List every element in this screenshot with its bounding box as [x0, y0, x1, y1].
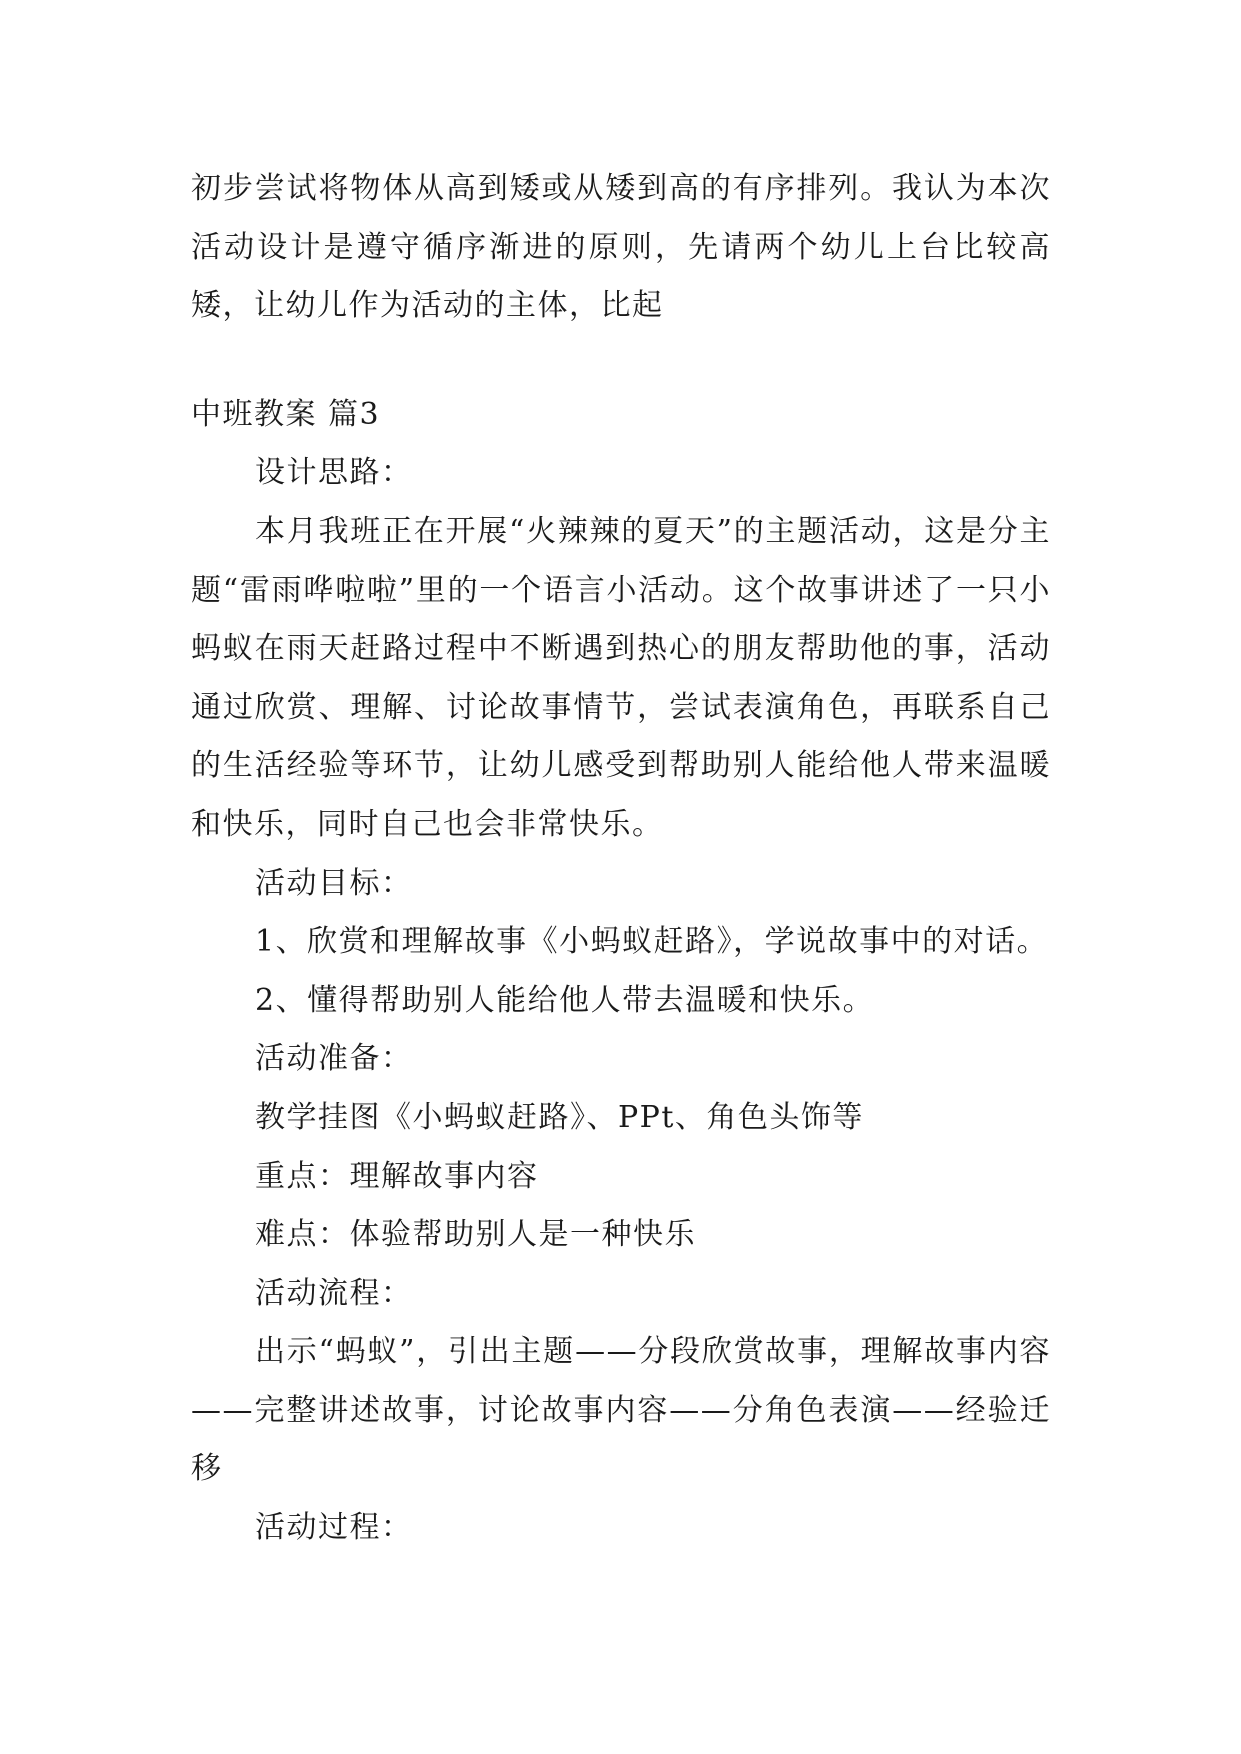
section-title: 中班教案 篇3: [191, 396, 381, 432]
document-body: [191, 160, 1051, 1558]
design-paragraph: 本月我班正在开展“火辣辣的夏天”的主题活动，这是分主题“雷雨哗啦啦”里的一个语言小活动。这个故事讲述了一只小蚂蚁在雨天赶路过程中不断遇到热心的朋友帮助他的事，活动通过欣赏、理解、讨论故事情节，尝试表演角色，再联系自己的生活经验等环节，让幼儿感受到帮助别人能给他人带来温暖和快乐，同时自己也会非常快乐。: [191, 513, 1051, 842]
prep-label: 活动准备：: [255, 1041, 413, 1077]
intro-paragraph: 初步尝试将物体从高到矮或从矮到高的有序排列。我认为本次活动设计是遵守循序渐进的原则，先请两个幼儿上台比较高矮，让幼儿作为活动的主体，比起: [191, 171, 1051, 324]
flow-label: 活动流程：: [255, 1275, 413, 1311]
goals-label: 活动目标：: [255, 865, 413, 901]
key-point: 重点：理解故事内容: [255, 1158, 539, 1194]
goal-item-1: 1、欣赏和理解故事《小蚂蚁赶路》，学说故事中的对话。: [255, 924, 1049, 960]
goal-item-2: 2、懂得帮助别人能给他人带去温暖和快乐。: [255, 982, 875, 1018]
difficulty-point: 难点：体验帮助别人是一种快乐: [255, 1217, 696, 1253]
flow-text: 出示“蚂蚁”，引出主题——分段欣赏故事，理解故事内容——完整讲述故事，讨论故事内容——分角色表演——经验迁移: [191, 1334, 1051, 1487]
process-label: 活动过程：: [255, 1510, 413, 1546]
prep-text: 教学挂图《小蚂蚁赶路》、PPt、角色头饰等: [255, 1099, 864, 1135]
design-label: 设计思路：: [255, 455, 413, 491]
